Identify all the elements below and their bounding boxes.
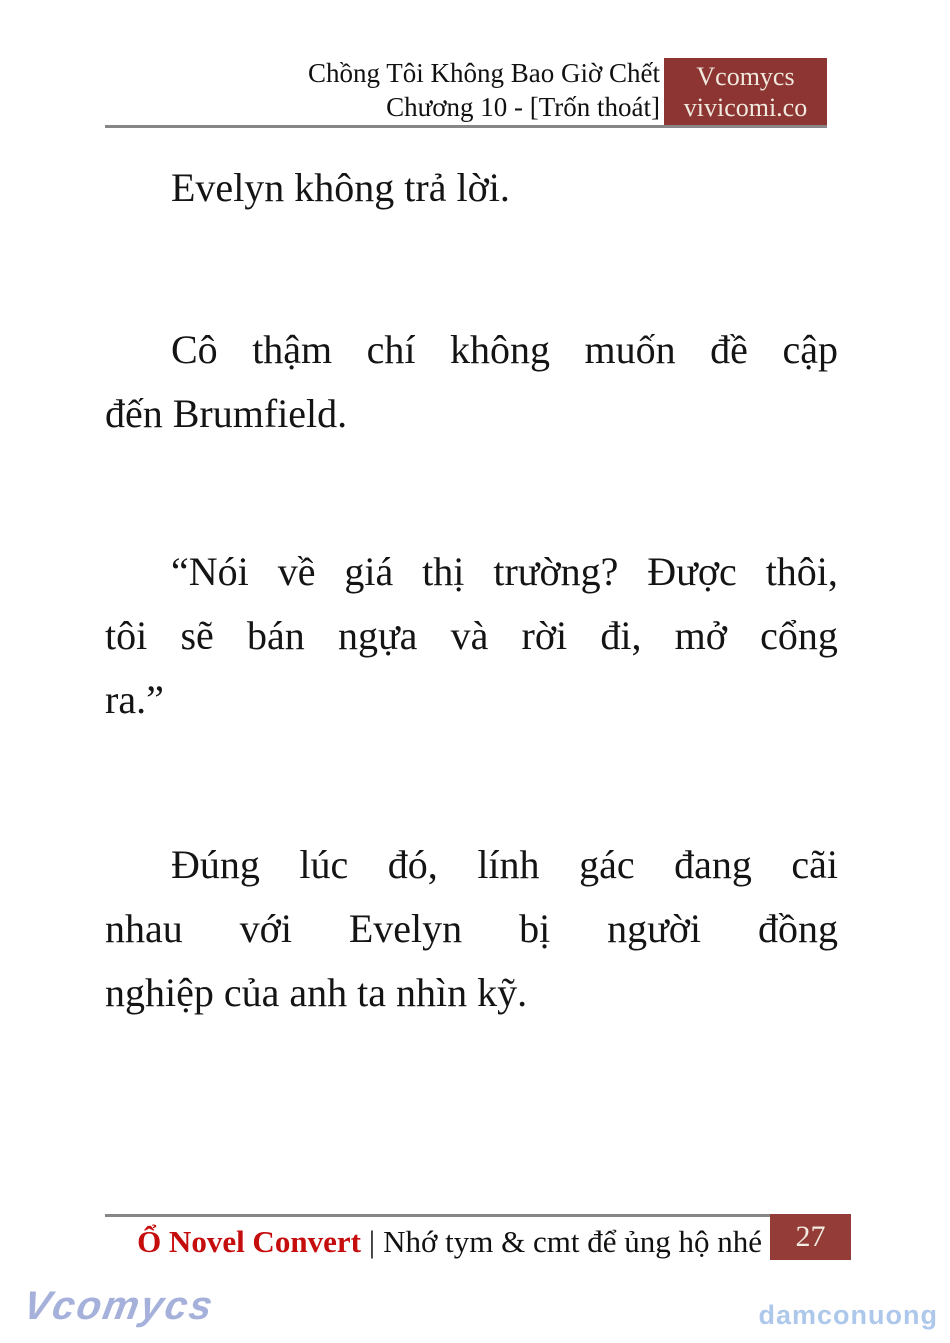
page-number: 27 [795,1220,826,1253]
footer-text [137,1222,762,1262]
text-line: đến Brumfield. [105,391,348,436]
text-line: tôi sẽ bán ngựa và rời đi, mở cổng [105,613,838,658]
vcomycs-watermark-logo: Vcomycs [20,1284,218,1328]
text-line: Cô thậm chí không muốn đề cập [171,327,838,372]
header-title [308,56,660,124]
brand-site: vivicomi.co [683,93,808,122]
paragraph [105,318,838,446]
paragraph [105,540,838,732]
paragraph [105,156,838,220]
brand-box [664,58,827,126]
text-line: “Nói về giá thị trường? Được thôi, [171,549,838,594]
book-title: Chồng Tôi Không Bao Giờ Chết [307,58,660,88]
header-divider [105,125,827,128]
footer-note: Nhớ tym & cmt để ủng hộ nhé [383,1224,762,1259]
brand-name: Vcomycs [696,62,795,91]
footer-divider [105,1214,770,1217]
text-line: ra.” [105,677,164,722]
footer-credit: Ổ Novel Convert [137,1224,361,1259]
text-line: Evelyn không trả lời. [171,165,510,210]
text-line: Đúng lúc đó, lính gác đang cãi [171,842,838,887]
paragraph [105,833,838,1025]
page-number-badge [770,1214,851,1260]
text-line: nhau với Evelyn bị người đồng [105,906,838,951]
text-line: nghiệp của anh ta nhìn kỹ. [105,970,528,1015]
damconuong-watermark: damconuong [758,1300,938,1330]
footer-separator: | [368,1224,376,1259]
chapter-title: Chương 10 - [Trốn thoát] [386,92,660,122]
